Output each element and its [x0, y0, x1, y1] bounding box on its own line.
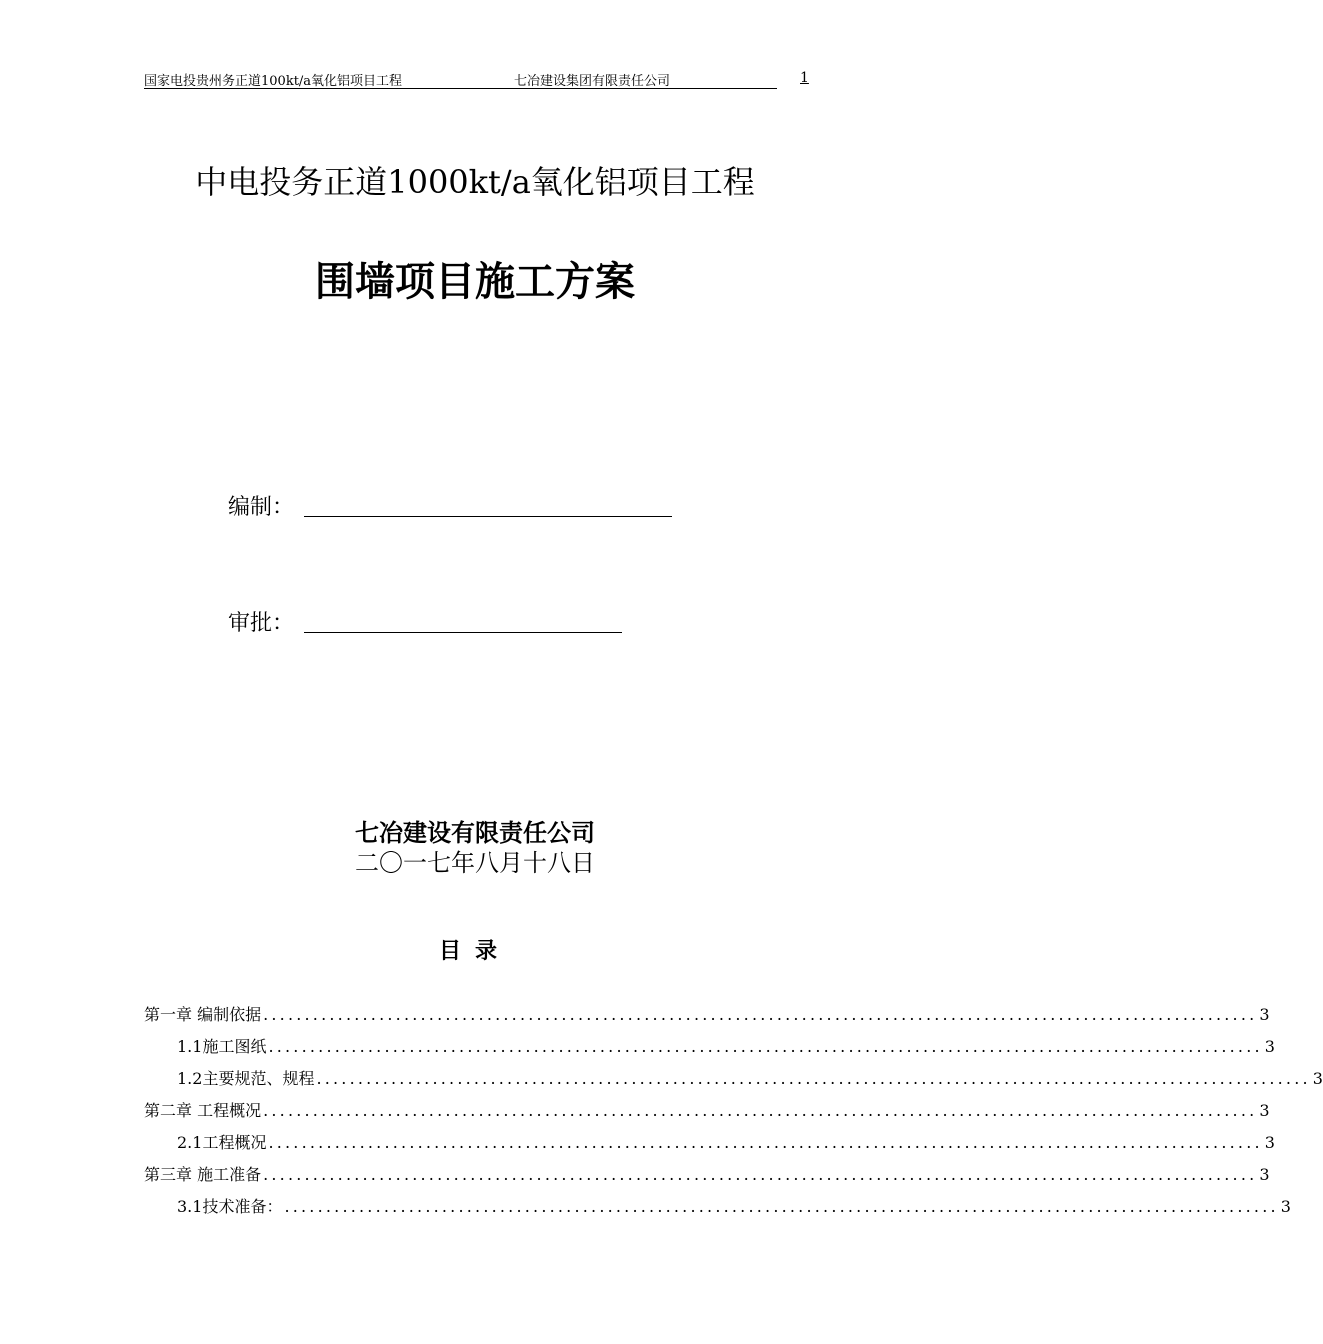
- toc-entry-page: 3: [1280, 1197, 1291, 1216]
- approve-signature-line: [304, 632, 622, 633]
- toc-entry-text: 第二章 工程概况: [144, 1101, 262, 1120]
- compile-signature-line: [304, 516, 672, 517]
- toc-leader-dots: ........................................................................................................................: [263, 1101, 1258, 1120]
- toc-heading: 目录: [438, 939, 511, 964]
- toc-entry-text: 第一章 编制依据: [144, 1005, 262, 1024]
- toc-entry-text: 1.2主要规范、规程: [177, 1069, 315, 1088]
- toc-entry[interactable]: [144, 1066, 1323, 1098]
- toc-entry-page: 3: [1259, 1101, 1270, 1120]
- toc-leader-dots: ........................................................................................................................: [263, 1165, 1258, 1184]
- toc-entry[interactable]: [144, 1098, 1270, 1130]
- approve-label: 审批：: [228, 611, 295, 636]
- toc-entry[interactable]: [144, 1130, 1275, 1162]
- compile-label: 编制：: [228, 495, 295, 520]
- toc-entry-text: 1.1施工图纸: [177, 1037, 267, 1056]
- company-name: 七冶建设有限责任公司: [355, 819, 595, 847]
- toc-entry-page: 3: [1259, 1005, 1270, 1024]
- page-header: [144, 68, 808, 90]
- toc-leader-dots: ........................................................................................................................: [284, 1197, 1279, 1216]
- toc-entry[interactable]: [144, 1162, 1270, 1194]
- toc-entry[interactable]: [144, 1034, 1275, 1066]
- toc-entry-text: 2.1工程概况: [177, 1133, 267, 1152]
- toc-leader-dots: ........................................................................................................................: [268, 1037, 1263, 1056]
- toc-leader-dots: ........................................................................................................................: [316, 1069, 1311, 1088]
- header-rule: [144, 88, 777, 89]
- toc-entry-text: 3.1技术准备：: [177, 1197, 283, 1216]
- toc-entry-text: 第三章 施工准备: [144, 1165, 262, 1184]
- toc-entry-page: 3: [1264, 1133, 1275, 1152]
- toc-entry-page: 3: [1264, 1037, 1275, 1056]
- project-subtitle: 中电投务正道1000kt/a氧化铝项目工程: [195, 163, 755, 201]
- toc-entry[interactable]: [144, 1194, 1291, 1226]
- toc-entry-page: 3: [1259, 1165, 1270, 1184]
- toc-entry-page: 3: [1312, 1069, 1323, 1088]
- header-page-number: 1: [800, 70, 809, 86]
- table-of-contents: [144, 1002, 1323, 1226]
- header-project-name: 国家电投贵州务正道100kt/a氧化铝项目工程: [144, 74, 403, 89]
- toc-leader-dots: ........................................................................................................................: [263, 1005, 1258, 1024]
- toc-leader-dots: ........................................................................................................................: [268, 1133, 1263, 1152]
- header-company-name: 七冶建设集团有限责任公司: [514, 74, 671, 89]
- document-date: 二〇一七年八月十八日: [355, 849, 595, 877]
- toc-entry[interactable]: [144, 1002, 1270, 1034]
- document-title: 围墙项目施工方案: [315, 259, 635, 305]
